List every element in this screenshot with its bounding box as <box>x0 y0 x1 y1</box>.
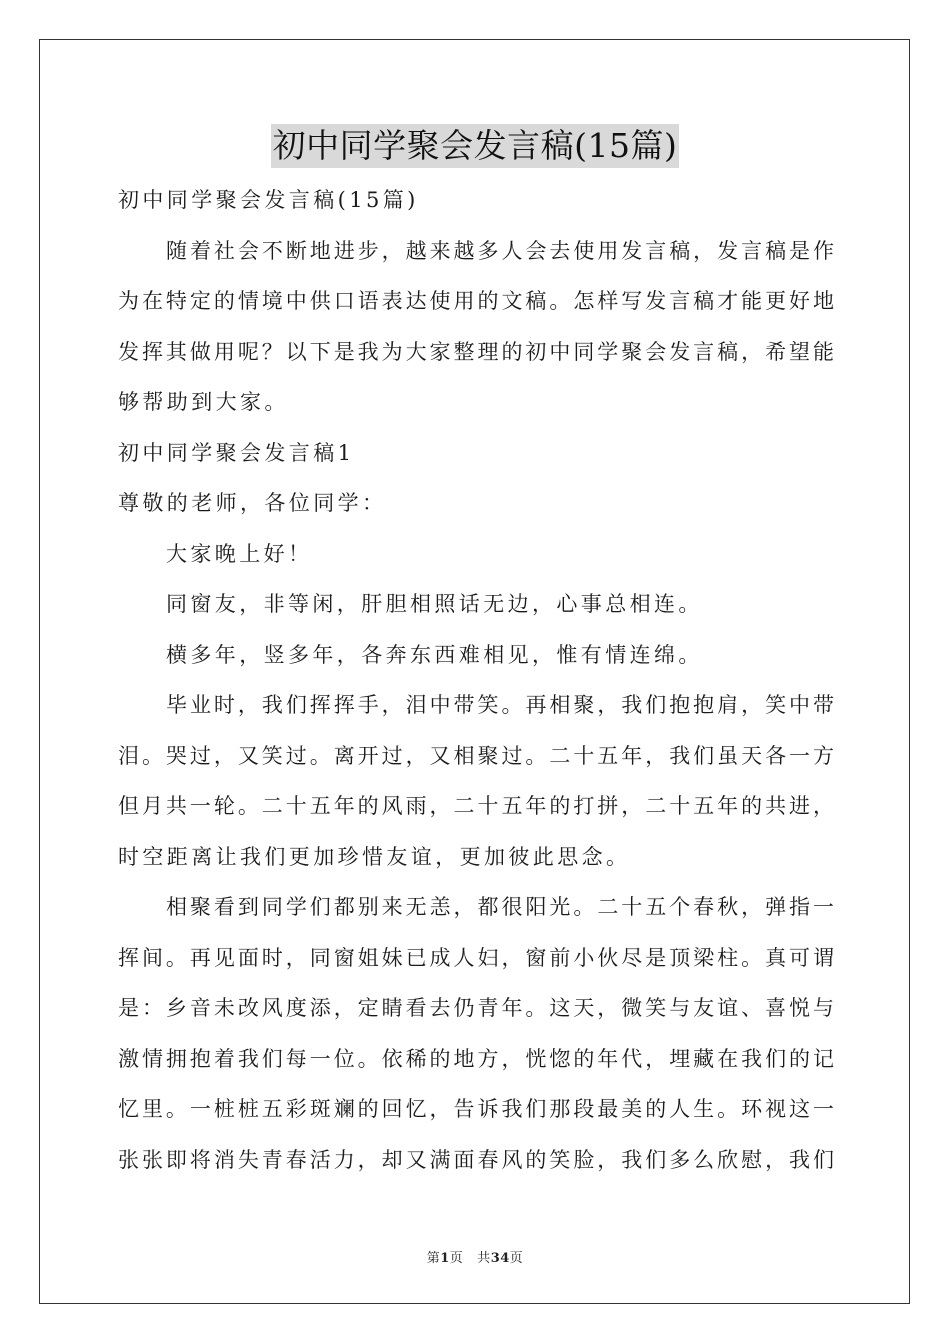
document-title: 初中同学聚会发言稿(15篇) <box>271 124 680 168</box>
paragraph-line: 时空距离让我们更加珍惜友谊，更加彼此思念。 <box>118 844 631 869</box>
title-container <box>0 124 950 168</box>
paragraph-line: 泪。哭过，又笑过。离开过，又相聚过。二十五年，我们虽天各一方 <box>118 743 834 768</box>
document-body <box>118 175 834 1185</box>
paragraph-line: 忆里。一桩桩五彩斑斓的回忆，告诉我们那段最美的人生。环视这一 <box>118 1097 834 1121</box>
page-prefix: 第 <box>426 1251 441 1266</box>
paragraph-line: 横多年，竖多年，各奔东西难相见，惟有情连绵。 <box>166 642 703 667</box>
total-suffix: 页 <box>509 1251 524 1266</box>
page-footer <box>0 1247 950 1266</box>
page-suffix: 页 <box>449 1251 464 1266</box>
paragraph-line: 张张即将消失青春活力，却又满面春风的笑脸，我们多么欣慰，我们 <box>118 1147 834 1172</box>
paragraph-line: 激情拥抱着我们每一位。依稀的地方，恍惚的年代，埋藏在我们的记 <box>118 1046 834 1071</box>
page-number: 1 <box>440 1251 450 1266</box>
greeting: 大家晚上好！ <box>166 541 313 566</box>
section-heading: 初中同学聚会发言稿1 <box>118 440 355 465</box>
paragraph-line: 够帮助到大家。 <box>118 390 289 414</box>
paragraph-line: 毕业时，我们挥挥手，泪中带笑。再相聚，我们抱抱肩，笑中带 <box>166 693 834 717</box>
paragraph-line: 同窗友，非等闲，肝胆相照话无边，心事总相连。 <box>166 592 703 616</box>
text-line: 初中同学聚会发言稿(15篇) <box>118 188 419 212</box>
paragraph-line: 挥间。再见面时，同窗姐妹已成人妇，窗前小伙尽是顶梁柱。真可谓 <box>118 945 834 970</box>
total-pages: 34 <box>490 1251 510 1266</box>
paragraph-line: 为在特定的情境中供口语表达使用的文稿。怎样写发言稿才能更好地 <box>118 289 834 313</box>
paragraph-line: 但月共一轮。二十五年的风雨，二十五年的打拼，二十五年的共进， <box>118 794 834 818</box>
total-prefix: 共 <box>477 1251 491 1266</box>
paragraph-line: 随着社会不断地进步，越来越多人会去使用发言稿，发言稿是作 <box>166 238 834 263</box>
paragraph-line: 是：乡音未改风度添，定睛看去仍青年。这天，微笑与友谊、喜悦与 <box>118 996 834 1020</box>
salutation: 尊敬的老师，各位同学： <box>118 491 387 515</box>
paragraph-line: 相聚看到同学们都别来无恙，都很阳光。二十五个春秋，弹指一 <box>166 895 834 919</box>
paragraph-line: 发挥其做用呢？以下是我为大家整理的初中同学聚会发言稿，希望能 <box>118 339 834 364</box>
